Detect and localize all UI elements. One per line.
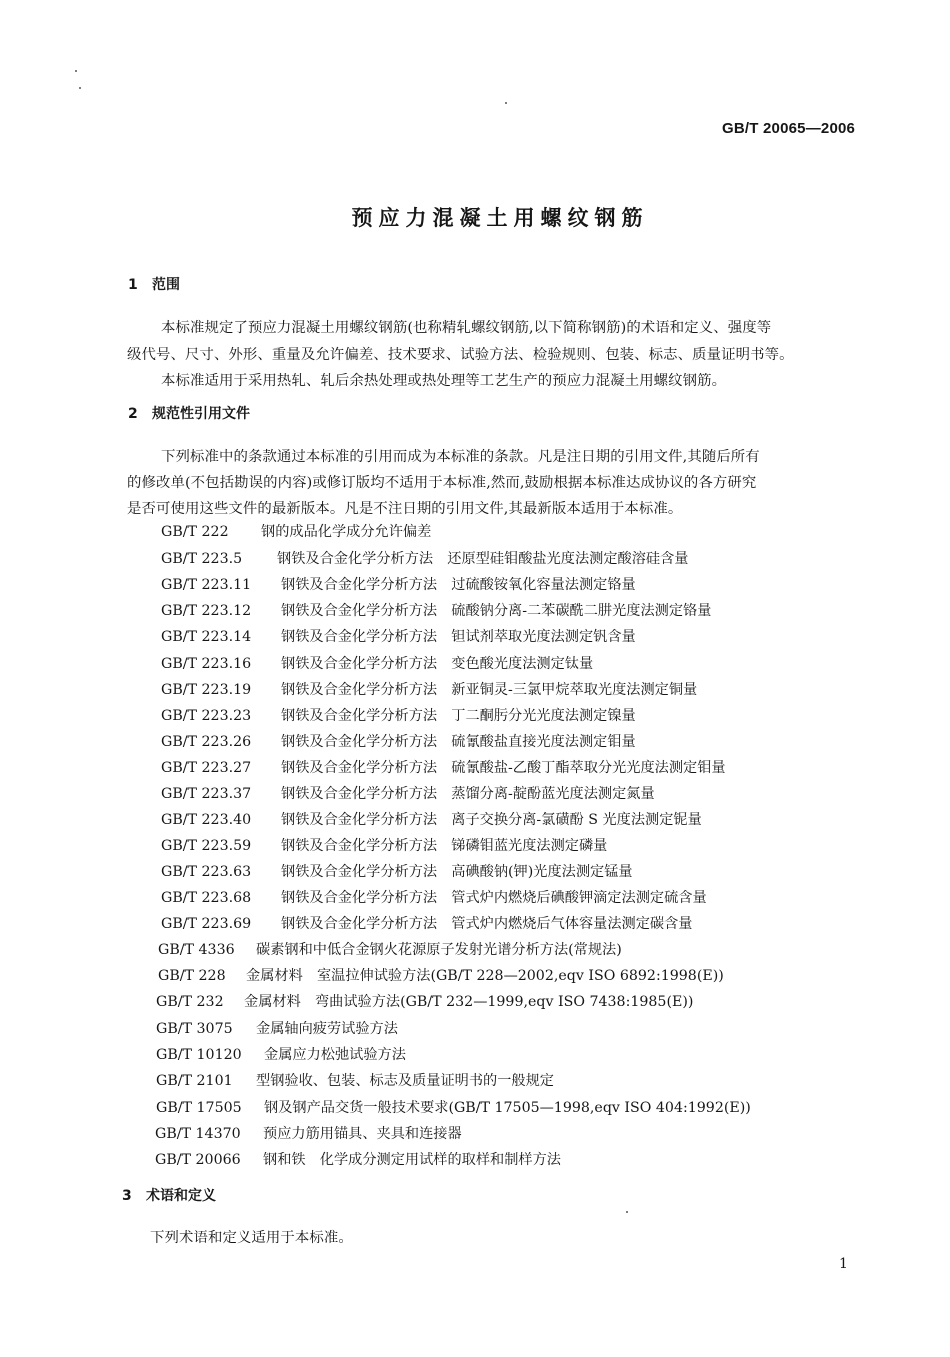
reference-title: 钢铁及合金化学分析方法 新亚铜灵-三氯甲烷萃取光度法测定铜量 <box>281 682 698 698</box>
reference-item <box>161 548 688 568</box>
reference-item <box>161 679 697 699</box>
reference-code: GB/T 232 <box>156 994 224 1010</box>
reference-item <box>158 965 724 985</box>
page-number: 1 <box>839 1256 848 1272</box>
reference-item <box>161 757 726 777</box>
reference-title: 钢铁及合金化学分析方法 锑磷钼蓝光度法测定磷量 <box>281 838 608 854</box>
reference-item <box>161 600 711 620</box>
reference-code: GB/T 223.19 <box>161 682 252 698</box>
reference-code: GB/T 223.27 <box>161 760 252 776</box>
reference-code: GB/T 10120 <box>156 1047 242 1063</box>
document-title: 预应力混凝土用螺纹钢筋 <box>351 206 649 230</box>
reference-title: 钢和铁 化学成分测定用试样的取样和制样方法 <box>263 1152 561 1168</box>
reference-title: 钢铁及合金化学分析方法 钽试剂萃取光度法测定钒含量 <box>281 629 636 645</box>
reference-title: 预应力筋用锚具、夹具和连接器 <box>263 1126 462 1142</box>
reference-title: 金属材料 弯曲试验方法(GB/T 232—1999,eqv ISO 7438:1985(E)) <box>244 994 694 1010</box>
reference-item <box>161 861 633 881</box>
scan-speck <box>626 1211 628 1213</box>
reference-title: 钢铁及合金化学分析方法 硫酸钠分离-二苯碳酰二肼光度法测定铬量 <box>281 603 712 619</box>
reference-item <box>161 913 692 933</box>
reference-title: 钢铁及合金化学分析方法 管式炉内燃烧后气体容量法测定碳含量 <box>281 916 693 932</box>
reference-item <box>161 705 636 725</box>
reference-item <box>161 809 702 829</box>
paragraph-line: 级代号、尺寸、外形、重量及允许偏差、技术要求、试验方法、检验规则、包装、标志、质量证明书等。 <box>127 347 794 363</box>
reference-item <box>161 653 593 673</box>
reference-code: GB/T 222 <box>161 524 229 540</box>
section-number: 2 <box>128 406 138 422</box>
reference-code: GB/T 223.63 <box>161 864 252 880</box>
section-3-heading <box>122 1185 216 1205</box>
reference-code: GB/T 228 <box>158 968 226 984</box>
paragraph-line: 下列术语和定义适用于本标准。 <box>150 1230 353 1246</box>
reference-item <box>158 939 622 959</box>
section-2-heading <box>128 403 250 423</box>
reference-code: GB/T 223.69 <box>161 916 252 932</box>
reference-item <box>161 835 607 855</box>
scan-speck <box>75 70 77 72</box>
reference-title: 金属材料 室温拉伸试验方法(GB/T 228—2002,eqv ISO 6892:1998(E)) <box>246 968 724 984</box>
reference-code: GB/T 223.23 <box>161 708 252 724</box>
section-number: 1 <box>128 277 138 293</box>
reference-title: 钢铁及合金化学分析方法 过硫酸铵氧化容量法测定铬量 <box>281 577 636 593</box>
reference-code: GB/T 223.11 <box>161 577 252 593</box>
reference-code: GB/T 223.14 <box>161 629 252 645</box>
reference-title: 钢铁及合金化学分析方法 离子交换分离-氯磺酚 S 光度法测定铌量 <box>281 812 702 828</box>
reference-title: 钢铁及合金化学分析方法 丁二酮肟分光光度法测定镍量 <box>281 708 636 724</box>
reference-code: GB/T 223.68 <box>161 890 252 906</box>
reference-code: GB/T 223.40 <box>161 812 252 828</box>
reference-item <box>156 991 693 1011</box>
section-number: 3 <box>122 1188 132 1204</box>
section-title: 范围 <box>152 277 180 293</box>
paragraph-line: 本标准适用于采用热轧、轧后余热处理或热处理等工艺生产的预应力混凝土用螺纹钢筋。 <box>161 373 727 389</box>
reference-code: GB/T 2101 <box>156 1073 233 1089</box>
section-title: 规范性引用文件 <box>152 406 250 422</box>
reference-code: GB/T 3075 <box>156 1021 233 1037</box>
reference-code: GB/T 20066 <box>155 1152 241 1168</box>
paragraph-line: 下列标准中的条款通过本标准的引用而成为本标准的条款。凡是注日期的引用文件,其随后所有 <box>161 449 760 465</box>
reference-item <box>161 731 636 751</box>
paragraph-line: 是否可使用这些文件的最新版本。凡是不注日期的引用文件,其最新版本适用于本标准。 <box>127 501 683 517</box>
reference-title: 钢铁及合金化学分析方法 蒸馏分离-靛酚蓝光度法测定氮量 <box>281 786 655 802</box>
reference-code: GB/T 223.37 <box>161 786 252 802</box>
reference-item <box>161 521 431 541</box>
reference-code: GB/T 223.16 <box>161 656 252 672</box>
scan-speck <box>505 102 507 104</box>
reference-title: 钢铁及合金化学分析方法 变色酸光度法测定钛量 <box>281 656 594 672</box>
reference-title: 钢及钢产品交货一般技术要求(GB/T 17505—1998,eqv ISO 404:1992(E)) <box>264 1100 751 1116</box>
reference-title: 钢铁及合金化学分析方法 高碘酸钠(钾)光度法测定锰量 <box>281 864 633 880</box>
reference-code: GB/T 17505 <box>156 1100 242 1116</box>
reference-title: 钢铁及合金化学分析方法 硫氰酸盐-乙酸丁酯萃取分光光度法测定钼量 <box>281 760 726 776</box>
reference-code: GB/T 14370 <box>155 1126 241 1142</box>
reference-item <box>161 887 707 907</box>
reference-title: 金属应力松弛试验方法 <box>264 1047 406 1063</box>
paragraph-line: 本标准规定了预应力混凝土用螺纹钢筋(也称精轧螺纹钢筋,以下简称钢筋)的术语和定义、强度等 <box>161 320 772 336</box>
reference-title: 型钢验收、包装、标志及质量证明书的一般规定 <box>256 1073 554 1089</box>
reference-title: 金属轴向疲劳试验方法 <box>256 1021 398 1037</box>
reference-item <box>156 1097 751 1117</box>
standard-code: GB/T 20065—2006 <box>722 120 856 137</box>
paragraph-line: 的修改单(不包括勘误的内容)或修订版均不适用于本标准,然而,鼓励根据本标准达成协议的各方研究 <box>127 475 757 491</box>
reference-title: 碳素钢和中低合金钢火花源原子发射光谱分析方法(常规法) <box>256 942 622 958</box>
reference-code: GB/T 223.5 <box>161 551 243 567</box>
reference-item <box>156 1070 554 1090</box>
section-1-heading <box>128 274 180 294</box>
reference-item <box>156 1044 406 1064</box>
reference-item <box>155 1123 462 1143</box>
reference-item <box>155 1149 561 1169</box>
reference-code: GB/T 223.26 <box>161 734 252 750</box>
scan-speck <box>79 87 81 89</box>
reference-item <box>161 783 655 803</box>
reference-code: GB/T 4336 <box>158 942 235 958</box>
reference-title: 钢铁及合金化学分析方法 硫氰酸盐直接光度法测定钼量 <box>281 734 636 750</box>
reference-code: GB/T 223.12 <box>161 603 252 619</box>
reference-title: 钢铁及合金化学分析方法 还原型硅钼酸盐光度法测定酸溶硅含量 <box>277 551 689 567</box>
reference-item <box>161 626 636 646</box>
section-title: 术语和定义 <box>146 1188 216 1204</box>
reference-title: 钢铁及合金化学分析方法 管式炉内燃烧后碘酸钾滴定法测定硫含量 <box>281 890 707 906</box>
reference-code: GB/T 223.59 <box>161 838 252 854</box>
reference-item <box>161 574 636 594</box>
reference-title: 钢的成品化学成分允许偏差 <box>261 524 432 540</box>
reference-item <box>156 1018 398 1038</box>
